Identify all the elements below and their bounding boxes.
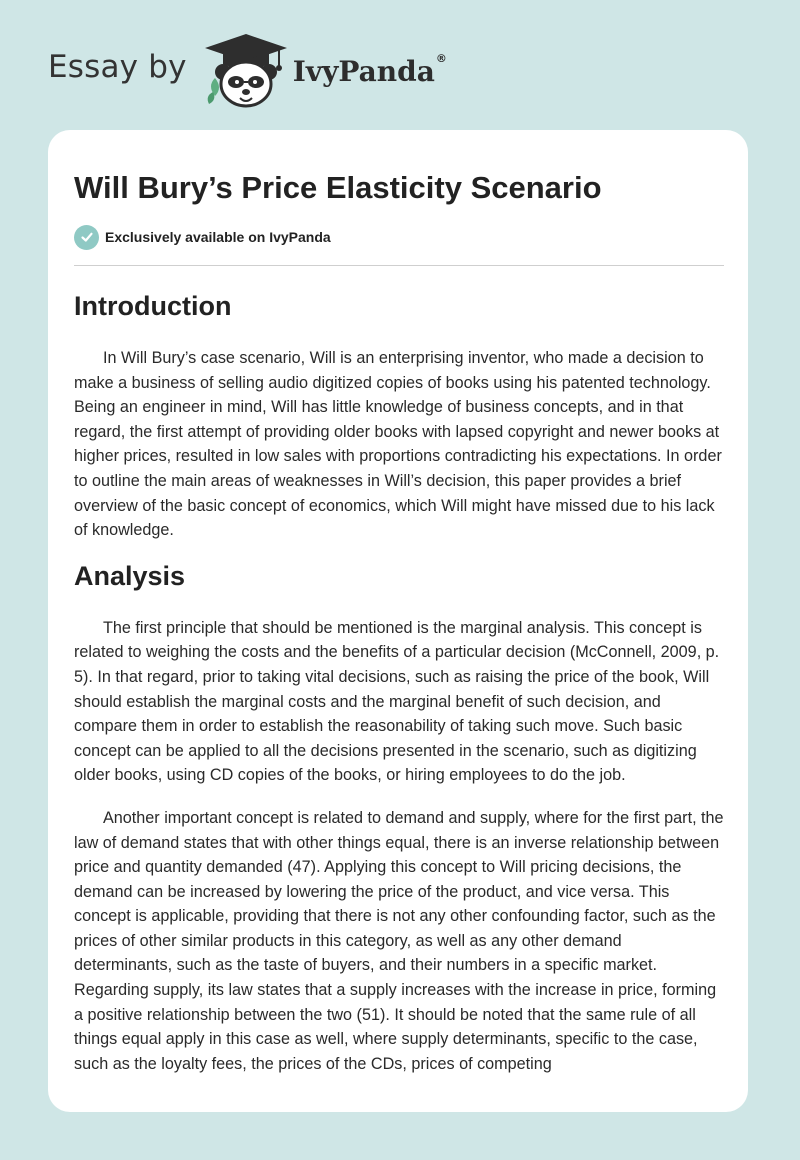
exclusive-badge bbox=[74, 224, 724, 250]
check-icon bbox=[74, 225, 99, 250]
title-divider bbox=[74, 265, 724, 266]
panda-graduate-logo-icon[interactable] bbox=[201, 30, 291, 110]
essay-by-label: Essay by bbox=[48, 48, 187, 85]
essay-card bbox=[48, 130, 748, 1112]
site-header bbox=[48, 30, 447, 110]
section-heading-introduction: Introduction bbox=[74, 291, 232, 321]
essay-title: Will Bury’s Price Elasticity Scenario bbox=[74, 170, 602, 205]
paragraph: The first principle that should be mentioned is the marginal analysis. This concept is related to weighing the costs and the benefits of a particular decision (McConnell, 2009, p. 5). In that regard, prior to taking vital decisions, such as raising the price of the book, Will should establish the marginal costs and the marginal benefit of such decision, and compare them in order to establish the reasonability of taking such move. Such basic concept can be applied to all the decisions presented in the scenario, such as digitizing older books, using CD copies of the books, or hiring employees to do the job. bbox=[74, 618, 720, 785]
ivypanda-brand-name[interactable]: IvyPanda bbox=[292, 55, 435, 88]
section-heading-analysis: Analysis bbox=[74, 560, 186, 591]
registered-mark: ® bbox=[435, 51, 447, 65]
paragraph: In Will Bury’s case scenario, Will is an enterprising inventor, who made a decision to make a business of selling audio digitized copies of books using his patented technology. Being an engineer in mind, Will has little knowledge of business concepts, and in that regard, the first attempt of providing older books with lapsed copyright and newer books at higher prices, resulted in low sales with proportions contradicting his expectations. In order to outline the main areas of weaknesses in Will’s decision, this paper provides a brief overview of the basic concept of economics, which Will might have missed due to his lack of knowledge. bbox=[74, 349, 722, 540]
essay-content bbox=[74, 130, 724, 1076]
exclusive-badge-label: Exclusively available on IvyPanda bbox=[105, 229, 331, 245]
paragraph: Another important concept is related to demand and supply, where for the first part, the law of demand states that with other things equal, there is an inverse relationship between price and quantity demanded (47). Applying this concept to Will pricing decisions, the demand can be increased by lowering the price of the product, and vice versa. This concept is applicable, providing that there is not any other confounding factor, such as the prices of other similar products in this category, as well as any other demand determinants, such as the taste of buyers, and their numbers in a specific market. Regarding supply, its law states that a supply increases with the increase in price, forming a positive relationship between the two (51). It should be noted that the same rule of all things equal apply in this case as well, where supply determinants, specific to the case, such as the loyalty fees, the prices of the CDs, prices of competing bbox=[74, 808, 724, 1073]
